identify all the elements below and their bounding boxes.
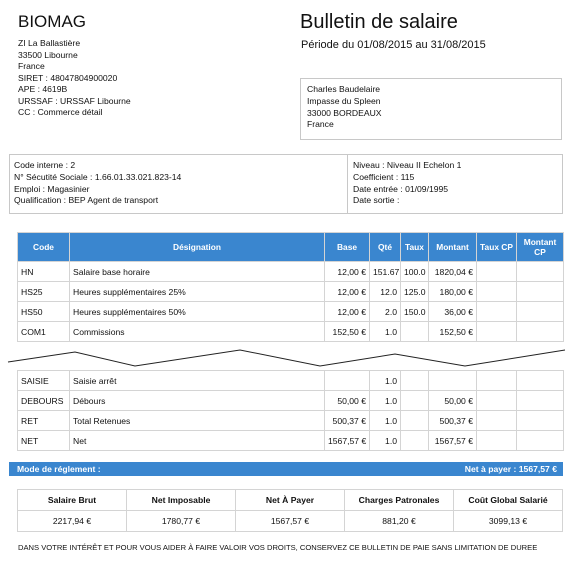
company-line: 33500 Libourne: [18, 49, 78, 60]
cell-taux-cp: [477, 322, 517, 342]
cell-code: DEBOURS: [18, 391, 70, 411]
col-header-montant: Montant: [429, 233, 477, 262]
cell-montant-cp: [517, 302, 564, 322]
col-header-taux-cp: Taux CP: [477, 233, 517, 262]
cell-code: RET: [18, 411, 70, 431]
cell-taux-cp: [477, 282, 517, 302]
net-to-pay-label: Net à payer : 1567,57 €: [464, 464, 557, 474]
company-line: ZI La Ballastière: [18, 38, 81, 48]
cell-qte: 1.0: [370, 431, 401, 451]
summary-header-net-a-payer: Net À Payer: [236, 490, 345, 511]
col-header-qte: Qté: [370, 233, 401, 262]
payment-mode-bar: [9, 462, 563, 476]
summary-header-charges-patronales: Charges Patronales: [345, 490, 454, 511]
cell-taux-cp: [477, 411, 517, 431]
cell-taux-cp: [477, 391, 517, 411]
cell-taux: [401, 322, 429, 342]
cell-designation: Salaire base horaire: [70, 262, 325, 282]
cell-montant: 1820,04 €: [429, 262, 477, 282]
cell-base: 152,50 €: [325, 322, 370, 342]
table-row: [18, 411, 564, 431]
company-name: BIOMAG: [18, 12, 87, 31]
table-row: [18, 391, 564, 411]
pay-period: Période du 01/08/2015 au 31/08/2015: [301, 39, 486, 51]
employee-street: Impasse du Spleen: [307, 95, 381, 106]
cell-montant-cp: [517, 431, 564, 451]
document-title: Bulletin de salaire: [300, 11, 458, 33]
col-header-taux: Taux: [401, 233, 429, 262]
info-coefficient: Coefficient : 115: [353, 171, 415, 182]
company-cc: CC : Commerce détail: [18, 107, 103, 117]
company-urssaf: URSSAF : URSSAF Libourne: [18, 95, 131, 106]
cell-qte: 1.0: [370, 391, 401, 411]
cell-code: NET: [18, 431, 70, 451]
cell-qte: 2.0: [370, 302, 401, 322]
cell-taux: [401, 411, 429, 431]
summary-header-net-imposable: Net Imposable: [127, 490, 236, 511]
cell-code: COM1: [18, 322, 70, 342]
cell-base: 12,00 €: [325, 302, 370, 322]
cell-montant: 152,50 €: [429, 322, 477, 342]
payslip-table-bottom: [17, 370, 564, 451]
cell-designation: Total Retenues: [70, 411, 325, 431]
summary-value-net-a-payer: 1567,57 €: [236, 511, 345, 532]
summary-value-salaire-brut: 2217,94 €: [18, 511, 127, 532]
cell-taux-cp: [477, 371, 517, 391]
cell-montant-cp: [517, 282, 564, 302]
cell-base: 12,00 €: [325, 282, 370, 302]
cell-designation: Net: [70, 431, 325, 451]
cell-montant-cp: [517, 391, 564, 411]
payment-mode-label: Mode de réglement :: [17, 464, 101, 474]
cell-taux: [401, 371, 429, 391]
cell-montant-cp: [517, 262, 564, 282]
summary-header-salaire-brut: Salaire Brut: [18, 490, 127, 511]
cell-montant: 36,00 €: [429, 302, 477, 322]
summary-table: [17, 489, 563, 532]
info-secu: N° Sécutité Sociale : 1.66.01.33.021.823-14: [14, 171, 182, 182]
employee-city: 33000 BORDEAUX: [307, 107, 382, 118]
company-siret: SIRET : 48047804900020: [18, 72, 118, 83]
cell-code: HS50: [18, 302, 70, 322]
torn-edge-divider: [0, 346, 573, 372]
cell-taux-cp: [477, 302, 517, 322]
summary-value-charges-patronales: 881,20 €: [345, 511, 454, 532]
cell-montant: [429, 371, 477, 391]
cell-qte: 1.0: [370, 371, 401, 391]
col-header-montant-cp: Montant CP: [517, 233, 564, 262]
cell-designation: Saisie arrêt: [70, 371, 325, 391]
cell-taux: 100.0: [401, 262, 429, 282]
cell-designation: Heures supplémentaires 25%: [70, 282, 325, 302]
company-address: [18, 38, 131, 119]
info-code-interne: Code interne : 2: [14, 160, 76, 170]
cell-base: [325, 371, 370, 391]
cell-montant: 1567,57 €: [429, 431, 477, 451]
info-emploi: Emploi : Magasinier: [14, 183, 90, 194]
employee-info-left: [14, 160, 181, 207]
cell-base: 12,00 €: [325, 262, 370, 282]
summary-values-row: [18, 511, 563, 532]
summary-header-cout-global: Coût Global Salarié: [454, 490, 563, 511]
employee-name: Charles Baudelaire: [307, 84, 381, 94]
employee-address-box: [300, 78, 562, 140]
summary-value-cout-global: 3099,13 €: [454, 511, 563, 532]
table-row: [18, 262, 564, 282]
info-divider: [347, 155, 348, 213]
cell-designation: Heures supplémentaires 50%: [70, 302, 325, 322]
employee-country: France: [307, 119, 334, 130]
employee-info-box: [9, 154, 563, 214]
table-row: [18, 282, 564, 302]
table-row: [18, 322, 564, 342]
employee-info-right: [353, 160, 461, 207]
cell-qte: 1.0: [370, 411, 401, 431]
cell-taux: [401, 431, 429, 451]
cell-qte: 151.67: [370, 262, 401, 282]
cell-designation: Commissions: [70, 322, 325, 342]
cell-base: 500,37 €: [325, 411, 370, 431]
info-date-entree: Date entrée : 01/09/1995: [353, 183, 449, 194]
table-header-row: [18, 233, 564, 262]
summary-value-net-imposable: 1780,77 €: [127, 511, 236, 532]
cell-taux-cp: [477, 431, 517, 451]
info-date-sortie: Date sortie :: [353, 195, 400, 206]
cell-montant-cp: [517, 411, 564, 431]
cell-base: 1567,57 €: [325, 431, 370, 451]
cell-montant-cp: [517, 322, 564, 342]
cell-montant: 500,37 €: [429, 411, 477, 431]
cell-code: SAISIE: [18, 371, 70, 391]
cell-taux-cp: [477, 262, 517, 282]
payslip-table: [17, 232, 564, 342]
footer-notice: DANS VOTRE INTÉRÊT ET POUR VOUS AIDER À FAIRE VALOIR VOS DROITS, CONSERVEZ CE BULLETIN DE PAIE SANS LIMITATION DE DUREE: [18, 543, 538, 552]
info-niveau: Niveau : Niveau II Echelon 1: [353, 160, 462, 170]
cell-montant-cp: [517, 371, 564, 391]
cell-designation: Débours: [70, 391, 325, 411]
cell-base: 50,00 €: [325, 391, 370, 411]
cell-taux: [401, 391, 429, 411]
col-header-designation: Désignation: [70, 233, 325, 262]
company-ape: APE : 4619B: [18, 84, 68, 94]
col-header-code: Code: [18, 233, 70, 262]
info-qualification: Qualification : BEP Agent de transport: [14, 195, 159, 206]
table-row: [18, 431, 564, 451]
cell-taux: 150.0: [401, 302, 429, 322]
table-row: [18, 371, 564, 391]
cell-taux: 125.0: [401, 282, 429, 302]
table-row: [18, 302, 564, 322]
col-header-base: Base: [325, 233, 370, 262]
cell-qte: 1.0: [370, 322, 401, 342]
cell-montant: 50,00 €: [429, 391, 477, 411]
cell-code: HN: [18, 262, 70, 282]
cell-montant: 180,00 €: [429, 282, 477, 302]
cell-qte: 12.0: [370, 282, 401, 302]
summary-header-row: [18, 490, 563, 511]
company-line: France: [18, 61, 45, 71]
cell-code: HS25: [18, 282, 70, 302]
